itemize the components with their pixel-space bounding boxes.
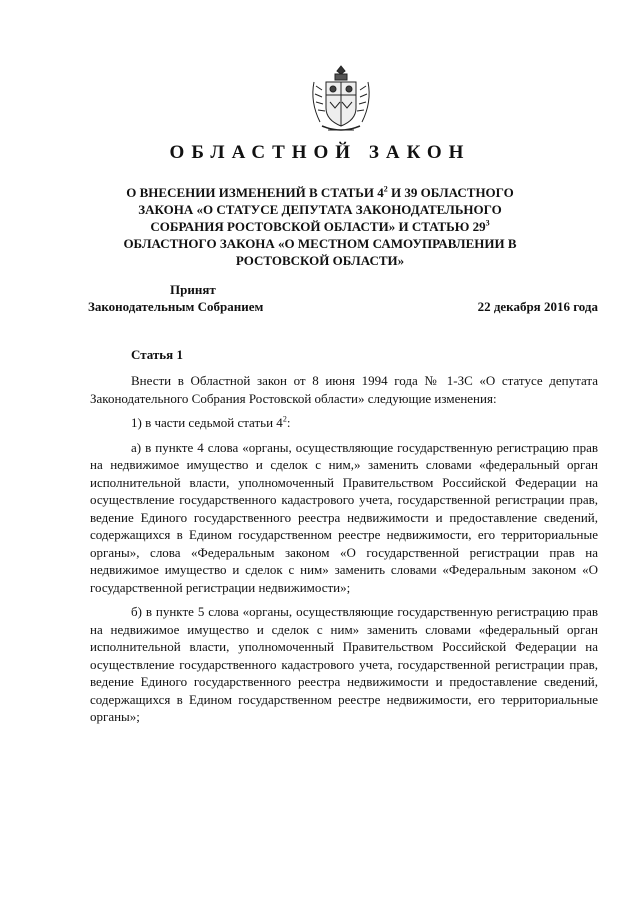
- item-1-colon: :: [286, 415, 291, 430]
- adoption-block: [88, 281, 598, 315]
- subtitle-sup-2: 3: [485, 218, 490, 228]
- subtitle-sup-1: 2: [383, 184, 388, 194]
- paragraph-item-b: б) в пункте 5 слова «органы, осуществляющие государственную регистрацию прав на недвижимое имущество и сделок с ним» заменить словами «федеральный орган исполнительной власти, уполномоченный Правительством Российской Федерации на осуществление государственного кадастрового учета, государственной регистрации прав, ведение Единого государственного реестра недвижимости и предоставление сведений, содержащихся в Едином государственном реестре недвижимости, его территориальные органы»;: [90, 604, 598, 724]
- item-1-text: 1) в части седьмой статьи 4: [131, 415, 283, 430]
- subtitle-part-1: О ВНЕСЕНИИ ИЗМЕНЕНИЙ В СТАТЬИ 4: [126, 185, 384, 200]
- law-subtitle: [108, 184, 532, 269]
- paragraph-item-a: а) в пункте 4 слова «органы, осуществляющие государственную регистрацию прав на недвижимое имущество и сделок с ним,» заменить словами «федеральный орган исполнительной власти, уполномоченный Правительством Российской Федерации на осуществление государственного кадастрового учета, государственной регистрации прав, ведение Единого государственного реестра недвижимости и предоставление сведений, содержащихся в Едином государственном реестре недвижимости, его территориальные органы», слова «Федеральным законом «О государственной регистрации прав на недвижимое имущество и сделок с ним» заменить словами «Федеральным законом «О государственной регистрации недвижимости»;: [90, 439, 598, 595]
- adopted-label: Принят: [170, 282, 216, 297]
- subtitle-part-3: ОБЛАСТНОГО ЗАКОНА «О МЕСТНОМ САМОУПРАВЛЕНИИ В РОСТОВСКОЙ ОБЛАСТИ»: [123, 236, 517, 268]
- paragraph-intro: Внести в Областной закон от 8 июня 1994 года № 1-ЗС «О статусе депутата Законодательного Собрания Ростовской области» следующие изменения:: [90, 373, 598, 406]
- adopted-by: Законодательным Собранием: [88, 299, 264, 314]
- subtitle-part-2: И 39 ОБЛАСТНОГО ЗАКОНА «О СТАТУСЕ ДЕПУТАТА ЗАКОНОДАТЕЛЬНОГО СОБРАНИЯ РОСТОВСКОЙ ОБЛАСТИ» И СТАТЬЮ 29: [138, 185, 514, 234]
- coat-of-arms-emblem: [308, 62, 374, 136]
- document-title: ОБЛАСТНОЙ ЗАКОН: [169, 142, 471, 163]
- paragraph-item-1: [90, 414, 598, 432]
- article-heading: Статья 1: [131, 347, 183, 362]
- article-body: [90, 372, 598, 733]
- adoption-date: 22 декабря 2016 года: [477, 299, 598, 314]
- item-1-sup: 2: [282, 414, 287, 424]
